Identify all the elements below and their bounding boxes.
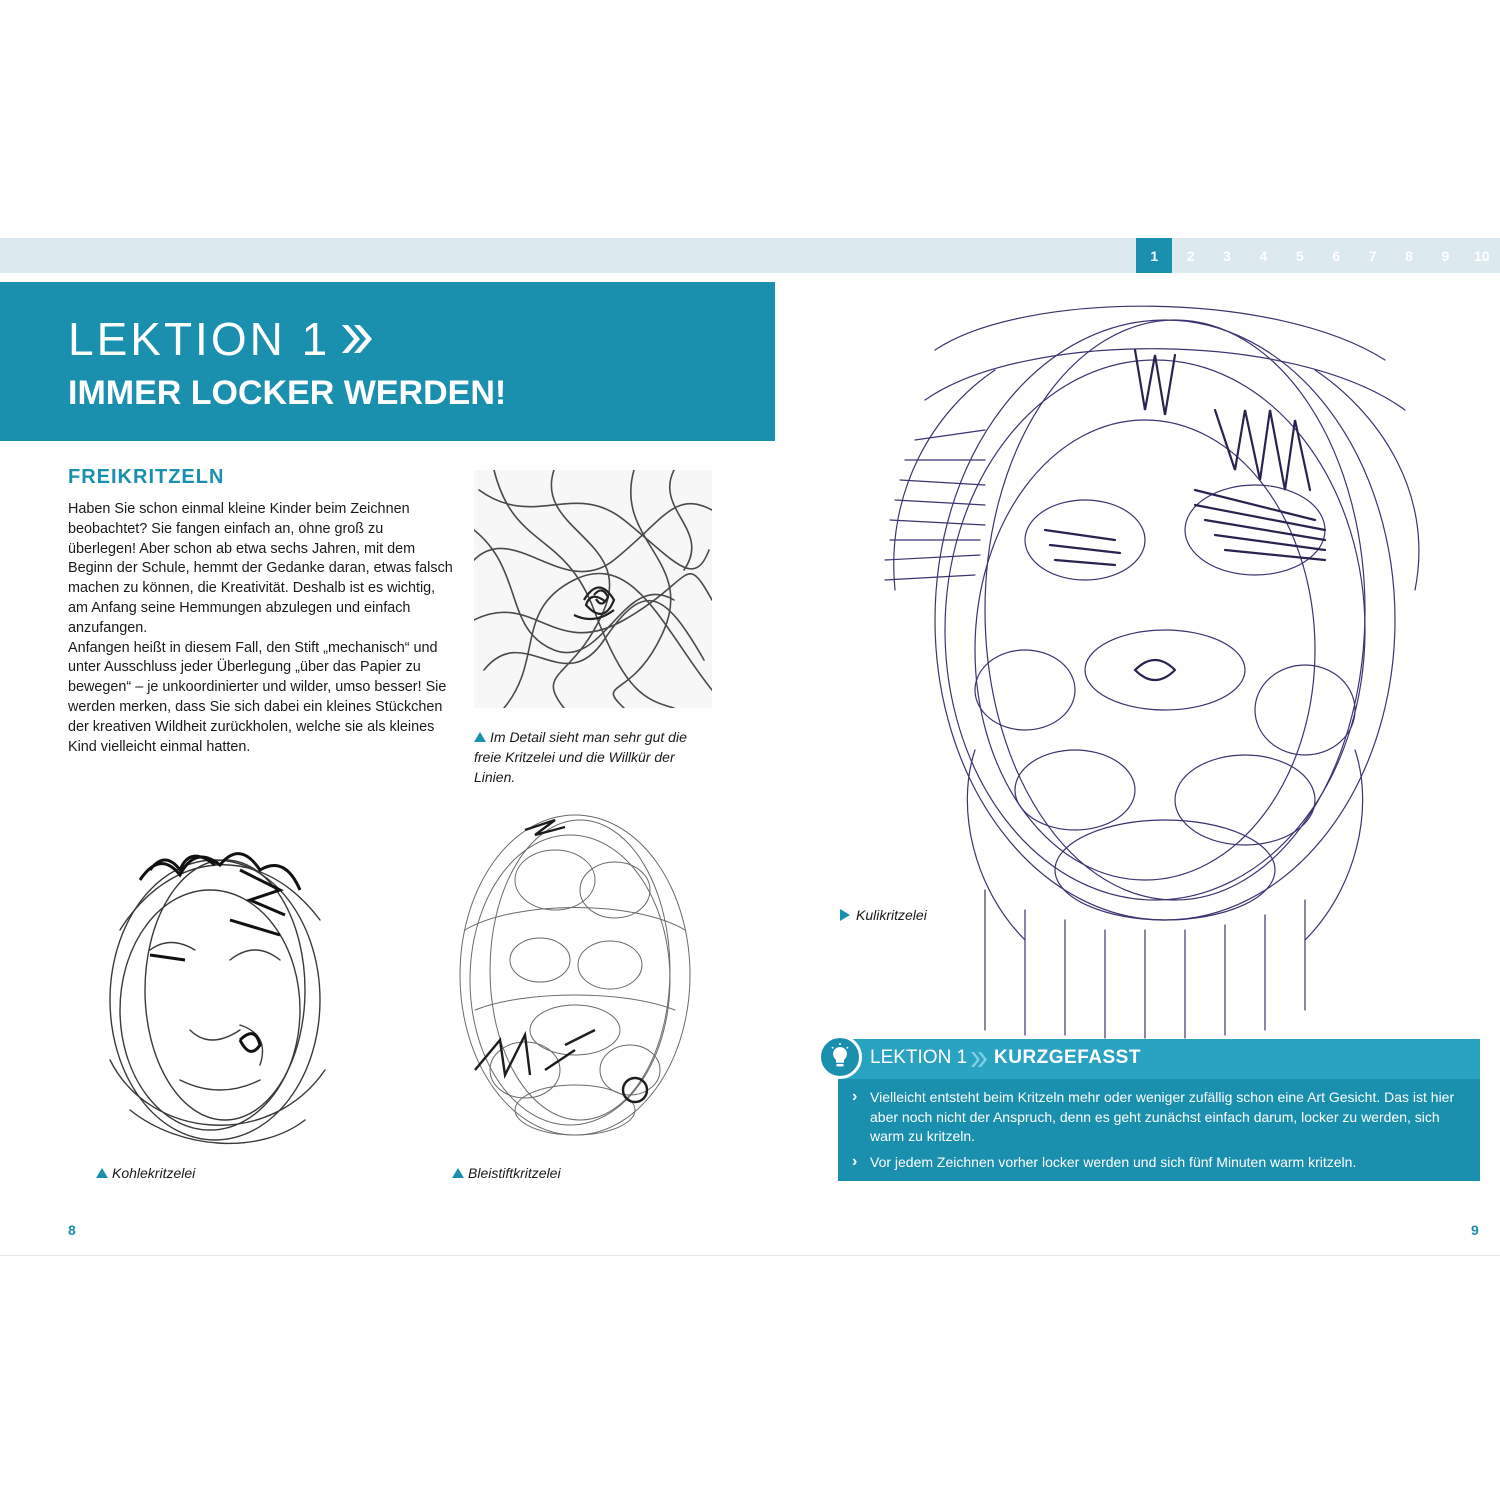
caption-pencil-text: Bleistiftkritzelei — [468, 1165, 561, 1181]
triangle-right-icon — [840, 909, 850, 921]
chapter-nav-item-7[interactable]: 7 — [1368, 247, 1377, 264]
ballpoint-scribble-image — [875, 290, 1435, 1040]
summary-title-lesson: LEKTION 1 — [870, 1047, 968, 1068]
caption-detail-text: Im Detail sieht man sehr gut die freie Kritzelei und die Willkür der Linien. — [474, 729, 687, 785]
double-chevron-icon — [970, 1051, 990, 1068]
lesson-label: LEKTION 1 — [68, 313, 331, 365]
chapter-nav-item-1[interactable]: 1 — [1136, 238, 1172, 273]
detail-scribble-image — [474, 470, 712, 708]
double-chevron-icon — [340, 322, 374, 356]
page-number-left: 8 — [68, 1222, 76, 1238]
summary-list — [852, 1088, 1462, 1178]
chapter-nav-item-3[interactable]: 3 — [1223, 247, 1231, 264]
page-number-right: 9 — [1471, 1222, 1479, 1238]
section-heading: FREIKRITZELN — [68, 466, 225, 488]
caption-ballpoint — [840, 905, 927, 925]
triangle-up-icon — [96, 1168, 108, 1178]
caption-charcoal-text: Kohlekritzelei — [112, 1165, 196, 1181]
chapter-nav — [1136, 238, 1500, 273]
caption-ballpoint-text: Kulikritzelei — [856, 907, 927, 923]
caption-charcoal — [96, 1163, 195, 1183]
summary-item: › Vielleicht entsteht beim Kritzeln mehr oder weniger zufällig schon eine Art Gesicht. Das ist hier aber noch nicht der Anspruch, denn es geht zunächst einfach darum, locker zu werden, sich warm zu kritzeln. — [852, 1088, 1462, 1147]
bottom-divider — [0, 1255, 1500, 1256]
lightbulb-badge-icon — [818, 1035, 862, 1079]
triangle-up-icon — [452, 1168, 464, 1178]
pencil-scribble-image — [445, 800, 705, 1150]
chapter-nav-item-8[interactable]: 8 — [1405, 247, 1413, 264]
chapter-nav-item-5[interactable]: 5 — [1295, 247, 1304, 264]
lightbulb-icon — [821, 1038, 859, 1076]
chapter-nav-item-2[interactable]: 2 — [1186, 247, 1195, 264]
chapter-nav-item-10[interactable]: 10 — [1474, 247, 1490, 264]
chapter-nav-item-9[interactable]: 9 — [1441, 247, 1450, 264]
summary-box — [838, 1039, 1480, 1181]
summary-item: › Vor jedem Zeichnen vorher locker werden und sich fünf Minuten warm kritzeln. — [852, 1153, 1462, 1173]
triangle-up-icon — [474, 732, 486, 742]
caption-detail — [474, 727, 694, 787]
body-paragraph-2: Anfangen heißt in diesem Fall, den Stift „mechanisch“ und unter Ausschluss jeder Überlegung „über das Papier zu bewegen“ – je unkoordinierter und wilder, umso besser! Sie werden merken, dass Sie sich dabei ein kleines Stückchen der kreativen Wildheit zurückholen, welche sie als kleines Kind vielleicht einmal hatten. — [68, 639, 447, 755]
chapter-nav-item-4[interactable]: 4 — [1259, 247, 1268, 264]
charcoal-scribble-image — [90, 810, 350, 1160]
caption-pencil — [452, 1163, 561, 1183]
lesson-subtitle: IMMER LOCKER WERDEN! — [68, 374, 507, 412]
body-text — [68, 500, 453, 757]
body-paragraph-1: Haben Sie schon einmal kleine Kinder beim Zeichnen beobachtet? Sie fangen einfach an, ohne groß zu überlegen! Aber schon ab etwa sechs Jahren, mit dem Beginn der Schule, hemmt der Gedanke daran, etwas falsch machen zu können, die Kreativität. Deshalb ist es wichtig, am Anfang seine Hemmungen abzulegen und einfach anzufangen. — [68, 501, 453, 636]
chapter-nav-item-6[interactable]: 6 — [1332, 247, 1341, 264]
summary-title: KURZGEFASST — [994, 1047, 1141, 1068]
